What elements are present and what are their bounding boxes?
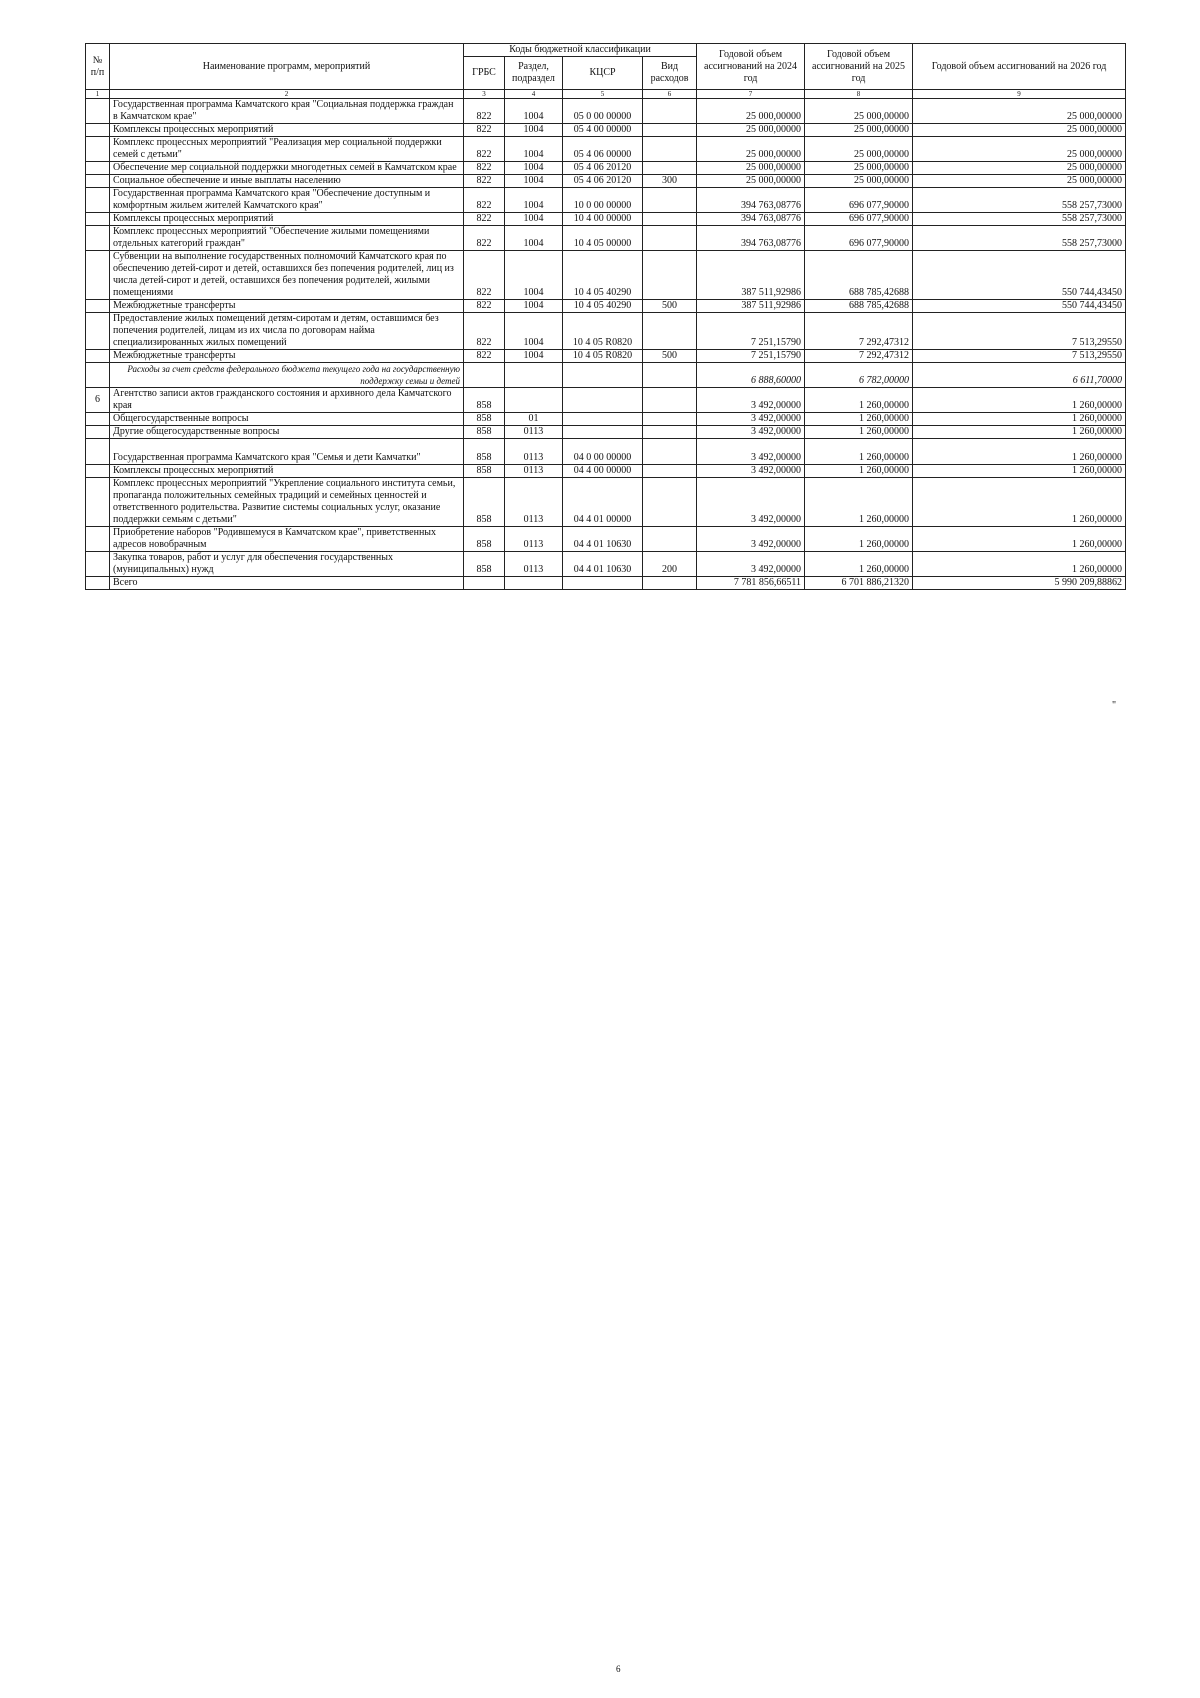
row-kcsr: 04 4 01 10630 <box>563 527 643 552</box>
header-name: Наименование программ, мероприятий <box>110 44 464 90</box>
row-vid <box>643 388 697 413</box>
row-vid <box>643 213 697 226</box>
row-number <box>86 188 110 213</box>
row-amount-2026: 1 260,00000 <box>913 426 1126 439</box>
row-amount-2025: 7 292,47312 <box>805 313 913 350</box>
row-amount-2024: 3 492,00000 <box>697 388 805 413</box>
row-razdel <box>505 388 563 413</box>
row-amount-2025: 6 701 886,21320 <box>805 577 913 590</box>
row-number <box>86 527 110 552</box>
row-name: Субвенции на выполнение государственных полномочий Камчатского края по обеспечению детей-сирот и детей, оставшихся без попечения родителей, лиц из числа детей-сирот и детей, оставшихся без попечения родителей, жилыми помещениями <box>110 251 464 300</box>
row-kcsr: 10 4 05 R0820 <box>563 350 643 363</box>
row-amount-2024: 394 763,08776 <box>697 188 805 213</box>
row-number <box>86 313 110 350</box>
table-row <box>86 162 1126 175</box>
table-row <box>86 478 1126 527</box>
table-row <box>86 313 1126 350</box>
row-amount-2024: 3 492,00000 <box>697 413 805 426</box>
row-amount-2024: 387 511,92986 <box>697 300 805 313</box>
table-row <box>86 124 1126 137</box>
row-amount-2025: 6 782,00000 <box>805 363 913 388</box>
row-kcsr <box>563 388 643 413</box>
row-amount-2024: 394 763,08776 <box>697 213 805 226</box>
row-vid <box>643 527 697 552</box>
row-amount-2026: 558 257,73000 <box>913 226 1126 251</box>
header-grbs: ГРБС <box>464 57 505 90</box>
row-vid <box>643 99 697 124</box>
row-name: Комплексы процессных мероприятий <box>110 124 464 137</box>
table-row <box>86 527 1126 552</box>
column-index: 9 <box>913 90 1126 99</box>
row-vid <box>643 577 697 590</box>
row-number <box>86 465 110 478</box>
row-kcsr: 05 0 00 00000 <box>563 99 643 124</box>
row-grbs: 858 <box>464 413 505 426</box>
row-grbs: 822 <box>464 124 505 137</box>
table-row <box>86 99 1126 124</box>
row-kcsr <box>563 577 643 590</box>
row-grbs <box>464 577 505 590</box>
row-vid <box>643 226 697 251</box>
row-name: Межбюджетные трансферты <box>110 300 464 313</box>
row-kcsr: 10 4 05 00000 <box>563 226 643 251</box>
row-name: Комплекс процессных мероприятий "Реализация мер социальной поддержки семей с детьми" <box>110 137 464 162</box>
row-number <box>86 175 110 188</box>
row-name: Общегосударственные вопросы <box>110 413 464 426</box>
closing-quote: " <box>1112 700 1117 711</box>
row-kcsr: 05 4 00 00000 <box>563 124 643 137</box>
row-amount-2025: 25 000,00000 <box>805 175 913 188</box>
row-amount-2024: 3 492,00000 <box>697 478 805 527</box>
row-kcsr: 10 4 00 00000 <box>563 213 643 226</box>
row-name: Комплексы процессных мероприятий <box>110 465 464 478</box>
row-amount-2025: 1 260,00000 <box>805 465 913 478</box>
row-name: Государственная программа Камчатского края "Обеспечение доступным и комфортным жильем жителей Камчатского края" <box>110 188 464 213</box>
row-number <box>86 99 110 124</box>
row-number <box>86 213 110 226</box>
row-razdel: 0113 <box>505 478 563 527</box>
row-kcsr: 05 4 06 20120 <box>563 162 643 175</box>
row-amount-2024: 3 492,00000 <box>697 465 805 478</box>
row-grbs: 858 <box>464 388 505 413</box>
row-grbs: 822 <box>464 175 505 188</box>
row-kcsr <box>563 426 643 439</box>
row-name: Расходы за счет средств федерального бюджета текущего года на государственную поддержку семьи и детей <box>110 363 464 388</box>
row-kcsr: 04 0 00 00000 <box>563 439 643 465</box>
row-amount-2025: 1 260,00000 <box>805 439 913 465</box>
row-amount-2026: 25 000,00000 <box>913 137 1126 162</box>
row-name: Приобретение наборов "Родившемуся в Камчатском крае", приветственных адресов новобрачным <box>110 527 464 552</box>
row-amount-2025: 696 077,90000 <box>805 226 913 251</box>
row-amount-2024: 3 492,00000 <box>697 527 805 552</box>
row-amount-2024: 3 492,00000 <box>697 439 805 465</box>
row-grbs: 858 <box>464 465 505 478</box>
column-index: 3 <box>464 90 505 99</box>
table-body <box>86 99 1126 590</box>
row-vid <box>643 413 697 426</box>
row-name: Комплекс процессных мероприятий "Обеспечение жилыми помещениями отдельных категорий граждан" <box>110 226 464 251</box>
row-amount-2024: 25 000,00000 <box>697 99 805 124</box>
row-razdel: 1004 <box>505 300 563 313</box>
row-name: Государственная программа Камчатского края "Социальная поддержка граждан в Камчатском крае" <box>110 99 464 124</box>
row-razdel: 1004 <box>505 313 563 350</box>
row-amount-2026: 1 260,00000 <box>913 413 1126 426</box>
row-amount-2026: 25 000,00000 <box>913 99 1126 124</box>
row-razdel: 1004 <box>505 350 563 363</box>
row-amount-2024: 3 492,00000 <box>697 426 805 439</box>
row-amount-2025: 25 000,00000 <box>805 162 913 175</box>
row-amount-2024: 6 888,60000 <box>697 363 805 388</box>
table-row <box>86 137 1126 162</box>
header-2026: Годовой объем ассигнований на 2026 год <box>913 44 1126 90</box>
row-number <box>86 350 110 363</box>
row-number <box>86 162 110 175</box>
table-row <box>86 439 1126 465</box>
row-amount-2025: 1 260,00000 <box>805 413 913 426</box>
row-razdel: 0113 <box>505 527 563 552</box>
row-amount-2026: 550 744,43450 <box>913 300 1126 313</box>
row-amount-2024: 7 781 856,66511 <box>697 577 805 590</box>
row-razdel: 1004 <box>505 213 563 226</box>
row-grbs <box>464 363 505 388</box>
row-amount-2025: 1 260,00000 <box>805 478 913 527</box>
row-razdel: 0113 <box>505 465 563 478</box>
table-row <box>86 465 1126 478</box>
row-amount-2026: 1 260,00000 <box>913 439 1126 465</box>
row-amount-2026: 1 260,00000 <box>913 388 1126 413</box>
row-kcsr: 04 4 01 10630 <box>563 552 643 577</box>
column-index-row <box>86 90 1126 99</box>
row-vid <box>643 363 697 388</box>
row-grbs: 858 <box>464 439 505 465</box>
row-vid <box>643 478 697 527</box>
row-kcsr: 05 4 06 00000 <box>563 137 643 162</box>
row-razdel: 0113 <box>505 439 563 465</box>
header-kcsr: КЦСР <box>563 57 643 90</box>
row-amount-2026: 1 260,00000 <box>913 465 1126 478</box>
table-row <box>86 300 1126 313</box>
row-number <box>86 226 110 251</box>
row-number: 6 <box>86 388 110 413</box>
row-grbs: 858 <box>464 527 505 552</box>
column-index: 5 <box>563 90 643 99</box>
row-grbs: 858 <box>464 552 505 577</box>
header-2025: Годовой объем ассигнований на 2025 год <box>805 44 913 90</box>
row-number <box>86 124 110 137</box>
row-kcsr: 04 4 00 00000 <box>563 465 643 478</box>
row-grbs: 822 <box>464 137 505 162</box>
table-row <box>86 175 1126 188</box>
row-number <box>86 363 110 388</box>
row-number <box>86 137 110 162</box>
row-name: Агентство записи актов гражданского состояния и архивного дела Камчатского края <box>110 388 464 413</box>
header-codes-group: Коды бюджетной классификации <box>464 44 697 57</box>
row-amount-2025: 25 000,00000 <box>805 99 913 124</box>
row-razdel: 0113 <box>505 426 563 439</box>
row-number <box>86 478 110 527</box>
row-name: Предоставление жилых помещений детям-сиротам и детям, оставшимся без попечения родителей, лицам из их числа по договорам найма специализированных жилых помещений <box>110 313 464 350</box>
row-vid <box>643 188 697 213</box>
row-grbs: 858 <box>464 426 505 439</box>
row-number <box>86 439 110 465</box>
row-kcsr: 04 4 01 00000 <box>563 478 643 527</box>
column-index: 6 <box>643 90 697 99</box>
row-grbs: 822 <box>464 99 505 124</box>
row-amount-2025: 7 292,47312 <box>805 350 913 363</box>
row-name: Всего <box>110 577 464 590</box>
row-number <box>86 552 110 577</box>
column-index: 7 <box>697 90 805 99</box>
row-kcsr: 10 4 05 40290 <box>563 300 643 313</box>
row-amount-2026: 558 257,73000 <box>913 213 1126 226</box>
row-razdel <box>505 363 563 388</box>
row-amount-2024: 25 000,00000 <box>697 137 805 162</box>
table-row <box>86 388 1126 413</box>
header-razdel: Раздел, подраздел <box>505 57 563 90</box>
table-row <box>86 413 1126 426</box>
table-row <box>86 213 1126 226</box>
row-vid: 500 <box>643 300 697 313</box>
row-grbs: 822 <box>464 226 505 251</box>
row-name: Комплекс процессных мероприятий "Укрепление социального института семьи, пропаганда положительных семейных традиций и семейных ценностей и ответственного родительства. Развитие системы социальных услуг, оказание поддержки семьям с детьми" <box>110 478 464 527</box>
budget-allocation-table <box>85 43 1126 590</box>
row-number <box>86 300 110 313</box>
row-number <box>86 426 110 439</box>
row-amount-2024: 25 000,00000 <box>697 162 805 175</box>
row-amount-2026: 550 744,43450 <box>913 251 1126 300</box>
row-vid: 300 <box>643 175 697 188</box>
row-amount-2026: 7 513,29550 <box>913 350 1126 363</box>
header-2024: Годовой объем ассигнований на 2024 год <box>697 44 805 90</box>
row-kcsr: 10 4 05 40290 <box>563 251 643 300</box>
row-vid <box>643 162 697 175</box>
row-amount-2026: 25 000,00000 <box>913 162 1126 175</box>
row-amount-2024: 394 763,08776 <box>697 226 805 251</box>
row-amount-2026: 558 257,73000 <box>913 188 1126 213</box>
row-amount-2026: 1 260,00000 <box>913 478 1126 527</box>
row-vid <box>643 124 697 137</box>
row-razdel: 01 <box>505 413 563 426</box>
row-grbs: 822 <box>464 313 505 350</box>
column-index: 8 <box>805 90 913 99</box>
row-razdel: 1004 <box>505 124 563 137</box>
table-row <box>86 363 1126 388</box>
row-name: Комплексы процессных мероприятий <box>110 213 464 226</box>
row-amount-2025: 1 260,00000 <box>805 426 913 439</box>
column-index: 4 <box>505 90 563 99</box>
row-amount-2024: 25 000,00000 <box>697 175 805 188</box>
row-razdel: 1004 <box>505 99 563 124</box>
row-name: Закупка товаров, работ и услуг для обеспечения государственных (муниципальных) нужд <box>110 552 464 577</box>
row-vid <box>643 465 697 478</box>
row-razdel: 1004 <box>505 162 563 175</box>
row-amount-2025: 1 260,00000 <box>805 527 913 552</box>
row-name: Государственная программа Камчатского края "Семья и дети Камчатки" <box>110 439 464 465</box>
row-amount-2025: 25 000,00000 <box>805 137 913 162</box>
row-amount-2026: 1 260,00000 <box>913 552 1126 577</box>
header-vid: Вид расходов <box>643 57 697 90</box>
row-amount-2025: 25 000,00000 <box>805 124 913 137</box>
row-amount-2025: 696 077,90000 <box>805 213 913 226</box>
row-amount-2024: 7 251,15790 <box>697 313 805 350</box>
row-number <box>86 577 110 590</box>
row-razdel: 0113 <box>505 552 563 577</box>
row-kcsr: 05 4 06 20120 <box>563 175 643 188</box>
row-amount-2025: 1 260,00000 <box>805 388 913 413</box>
row-name: Межбюджетные трансферты <box>110 350 464 363</box>
table-row <box>86 577 1126 590</box>
row-grbs: 822 <box>464 162 505 175</box>
row-amount-2025: 688 785,42688 <box>805 300 913 313</box>
row-grbs: 858 <box>464 478 505 527</box>
row-name: Другие общегосударственные вопросы <box>110 426 464 439</box>
row-vid: 500 <box>643 350 697 363</box>
row-number <box>86 413 110 426</box>
row-amount-2024: 7 251,15790 <box>697 350 805 363</box>
row-razdel: 1004 <box>505 226 563 251</box>
row-kcsr: 10 0 00 00000 <box>563 188 643 213</box>
row-amount-2026: 7 513,29550 <box>913 313 1126 350</box>
row-vid <box>643 426 697 439</box>
row-amount-2026: 1 260,00000 <box>913 527 1126 552</box>
column-index: 1 <box>86 90 110 99</box>
column-index: 2 <box>110 90 464 99</box>
row-razdel: 1004 <box>505 251 563 300</box>
row-amount-2024: 3 492,00000 <box>697 552 805 577</box>
row-amount-2024: 25 000,00000 <box>697 124 805 137</box>
header-num: № п/п <box>86 44 110 90</box>
row-amount-2025: 1 260,00000 <box>805 552 913 577</box>
row-vid: 200 <box>643 552 697 577</box>
row-vid <box>643 313 697 350</box>
row-kcsr <box>563 413 643 426</box>
table-header <box>86 44 1126 99</box>
table-row <box>86 552 1126 577</box>
row-amount-2024: 387 511,92986 <box>697 251 805 300</box>
table-row <box>86 188 1126 213</box>
row-grbs: 822 <box>464 188 505 213</box>
row-amount-2025: 688 785,42688 <box>805 251 913 300</box>
table-row <box>86 226 1126 251</box>
row-grbs: 822 <box>464 251 505 300</box>
row-vid <box>643 439 697 465</box>
table-row <box>86 350 1126 363</box>
page-number: 6 <box>616 1664 621 1674</box>
row-grbs: 822 <box>464 300 505 313</box>
row-name: Обеспечение мер социальной поддержки многодетных семей в Камчатском крае <box>110 162 464 175</box>
row-amount-2025: 696 077,90000 <box>805 188 913 213</box>
budget-table-sheet <box>85 43 1125 590</box>
row-amount-2026: 25 000,00000 <box>913 124 1126 137</box>
row-razdel: 1004 <box>505 137 563 162</box>
table-row <box>86 251 1126 300</box>
row-vid <box>643 251 697 300</box>
row-razdel <box>505 577 563 590</box>
row-kcsr <box>563 363 643 388</box>
row-razdel: 1004 <box>505 188 563 213</box>
row-grbs: 822 <box>464 350 505 363</box>
row-amount-2026: 5 990 209,88862 <box>913 577 1126 590</box>
row-name: Социальное обеспечение и иные выплаты населению <box>110 175 464 188</box>
row-grbs: 822 <box>464 213 505 226</box>
row-razdel: 1004 <box>505 175 563 188</box>
row-number <box>86 251 110 300</box>
row-kcsr: 10 4 05 R0820 <box>563 313 643 350</box>
row-amount-2026: 6 611,70000 <box>913 363 1126 388</box>
table-row <box>86 426 1126 439</box>
row-vid <box>643 137 697 162</box>
row-amount-2026: 25 000,00000 <box>913 175 1126 188</box>
